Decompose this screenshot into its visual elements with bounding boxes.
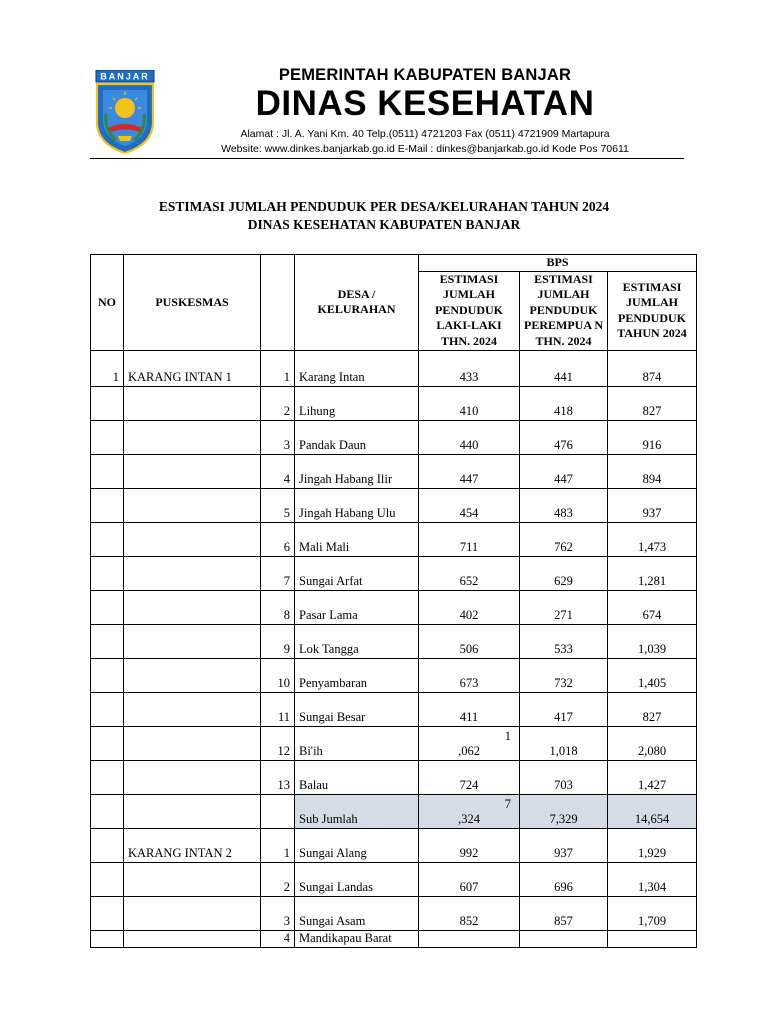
cell-village-number: 9 xyxy=(261,624,295,658)
cell-village-number: 8 xyxy=(261,590,295,624)
cell-puskesmas xyxy=(124,726,261,760)
cell-desa: Pandak Daun xyxy=(295,420,419,454)
cell-no: 1 xyxy=(91,350,124,386)
cell-female: 417 xyxy=(520,692,608,726)
cell-desa: Jingah Habang Ilir xyxy=(295,454,419,488)
cell-no xyxy=(91,624,124,658)
cell-puskesmas xyxy=(124,794,261,828)
header-desa: DESA / KELURAHAN xyxy=(295,255,419,351)
cell-village-number: 12 xyxy=(261,726,295,760)
cell-puskesmas xyxy=(124,624,261,658)
cell-total xyxy=(608,930,697,947)
table-row xyxy=(91,726,697,760)
cell-female: 629 xyxy=(520,556,608,590)
cell-desa: Pasar Lama xyxy=(295,590,419,624)
header-village-number xyxy=(261,255,295,351)
cell-no xyxy=(91,726,124,760)
cell-no xyxy=(91,590,124,624)
logo-text: BANJAR xyxy=(100,71,150,82)
cell-desa: Bi'ih xyxy=(295,726,419,760)
cell-village-number: 6 xyxy=(261,522,295,556)
cell-no xyxy=(91,522,124,556)
cell-village-number xyxy=(261,794,295,828)
cell-male-upper-digit: 1 xyxy=(504,728,511,743)
cell-village-number: 5 xyxy=(261,488,295,522)
cell-male-lower-value: ,324 xyxy=(458,811,480,826)
cell-female xyxy=(520,930,608,947)
cell-total: 1,304 xyxy=(608,862,697,896)
cell-puskesmas xyxy=(124,522,261,556)
cell-male xyxy=(419,794,520,828)
cell-no xyxy=(91,692,124,726)
cell-puskesmas xyxy=(124,488,261,522)
cell-male xyxy=(419,726,520,760)
cell-desa: Sungai Landas xyxy=(295,862,419,896)
cell-puskesmas xyxy=(124,590,261,624)
cell-female: 1,018 xyxy=(520,726,608,760)
cell-no xyxy=(91,760,124,794)
cell-desa: Jingah Habang Ulu xyxy=(295,488,419,522)
cell-desa: Lihung xyxy=(295,386,419,420)
cell-village-number: 4 xyxy=(261,454,295,488)
cell-puskesmas xyxy=(124,658,261,692)
cell-female: 476 xyxy=(520,420,608,454)
table-row xyxy=(91,624,697,658)
cell-no xyxy=(91,386,124,420)
cell-male: 506 xyxy=(419,624,520,658)
cell-male: 711 xyxy=(419,522,520,556)
letterhead xyxy=(0,0,768,160)
cell-village-number: 2 xyxy=(261,862,295,896)
cell-male xyxy=(419,930,520,947)
cell-male-upper-digit: 7 xyxy=(504,796,511,811)
cell-desa: Sungai Besar xyxy=(295,692,419,726)
cell-puskesmas xyxy=(124,556,261,590)
cell-total: 1,281 xyxy=(608,556,697,590)
cell-puskesmas xyxy=(124,386,261,420)
cell-total: 874 xyxy=(608,350,697,386)
cell-desa: Karang Intan xyxy=(295,350,419,386)
cell-female: 483 xyxy=(520,488,608,522)
cell-female: 271 xyxy=(520,590,608,624)
table-body xyxy=(91,350,697,947)
cell-male: 454 xyxy=(419,488,520,522)
cell-male: 410 xyxy=(419,386,520,420)
cell-village-number: 2 xyxy=(261,386,295,420)
cell-village-number: 1 xyxy=(261,828,295,862)
cell-no xyxy=(91,488,124,522)
address-line: Alamat : Jl. A. Yani Km. 40 Telp.(0511) 4721203 Fax (0511) 4721909 Martapura xyxy=(240,128,610,140)
cell-village-number: 11 xyxy=(261,692,295,726)
cell-no xyxy=(91,556,124,590)
header-total: ESTIMASI JUMLAH PENDUDUK TAHUN 2024 xyxy=(608,271,697,350)
cell-village-number: 13 xyxy=(261,760,295,794)
cell-no xyxy=(91,896,124,930)
cell-village-number: 4 xyxy=(261,930,295,947)
cell-puskesmas xyxy=(124,896,261,930)
cell-no xyxy=(91,930,124,947)
banjar-regency-logo xyxy=(94,70,156,154)
cell-puskesmas xyxy=(124,862,261,896)
cell-total: 916 xyxy=(608,420,697,454)
table-row xyxy=(91,760,697,794)
cell-male: 992 xyxy=(419,828,520,862)
cell-male: 652 xyxy=(419,556,520,590)
cell-no xyxy=(91,658,124,692)
document-title: ESTIMASI JUMLAH PENDUDUK PER DESA/KELURAHAN TAHUN 2024 xyxy=(158,199,610,214)
cell-male: 673 xyxy=(419,658,520,692)
cell-total: 827 xyxy=(608,386,697,420)
cell-male-lower-value: ,062 xyxy=(458,743,480,758)
header-female: ESTIMASI JUMLAH PENDUDUK PEREMPUA N THN. 2024 xyxy=(520,271,608,350)
cell-desa: Lok Tangga xyxy=(295,624,419,658)
cell-no xyxy=(91,420,124,454)
cell-puskesmas xyxy=(124,454,261,488)
table-row xyxy=(91,488,697,522)
cell-female: 732 xyxy=(520,658,608,692)
table-row xyxy=(91,454,697,488)
cell-desa: Mali Mali xyxy=(295,522,419,556)
cell-total: 827 xyxy=(608,692,697,726)
cell-desa: Sub Jumlah xyxy=(295,794,419,828)
header-male: ESTIMASI JUMLAH PENDUDUK LAKI-LAKI THN. 2024 xyxy=(419,271,520,350)
cell-female: 762 xyxy=(520,522,608,556)
cell-male: 440 xyxy=(419,420,520,454)
cell-village-number: 7 xyxy=(261,556,295,590)
cell-no xyxy=(91,794,124,828)
table-row xyxy=(91,828,697,862)
cell-total: 1,405 xyxy=(608,658,697,692)
table-row xyxy=(91,794,697,828)
header-puskesmas: PUSKESMAS xyxy=(124,255,261,351)
cell-male: 402 xyxy=(419,590,520,624)
cell-puskesmas xyxy=(124,692,261,726)
cell-village-number: 3 xyxy=(261,420,295,454)
cell-female: 441 xyxy=(520,350,608,386)
cell-total: 674 xyxy=(608,590,697,624)
table-row xyxy=(91,420,697,454)
cell-male: 607 xyxy=(419,862,520,896)
cell-desa: Sungai Asam xyxy=(295,896,419,930)
cell-desa: Sungai Arfat xyxy=(295,556,419,590)
cell-puskesmas: KARANG INTAN 1 xyxy=(124,350,261,386)
cell-male: 411 xyxy=(419,692,520,726)
cell-desa: Balau xyxy=(295,760,419,794)
cell-total: 1,039 xyxy=(608,624,697,658)
cell-female: 937 xyxy=(520,828,608,862)
cell-total: 14,654 xyxy=(608,794,697,828)
header-no: NO xyxy=(91,255,124,351)
cell-village-number: 1 xyxy=(261,350,295,386)
cell-puskesmas xyxy=(124,760,261,794)
table-row xyxy=(91,692,697,726)
cell-male-split xyxy=(423,797,515,827)
letterhead-divider xyxy=(90,158,684,159)
cell-female: 857 xyxy=(520,896,608,930)
cell-female: 447 xyxy=(520,454,608,488)
cell-male: 447 xyxy=(419,454,520,488)
cell-puskesmas: KARANG INTAN 2 xyxy=(124,828,261,862)
cell-female: 533 xyxy=(520,624,608,658)
cell-total: 1,427 xyxy=(608,760,697,794)
cell-female: 7,329 xyxy=(520,794,608,828)
government-name: PEMERINTAH KABUPATEN BANJAR xyxy=(278,66,572,84)
cell-village-number: 3 xyxy=(261,896,295,930)
cell-puskesmas xyxy=(124,420,261,454)
cell-puskesmas xyxy=(124,930,261,947)
cell-male-split xyxy=(423,729,515,759)
cell-male: 852 xyxy=(419,896,520,930)
cell-village-number: 10 xyxy=(261,658,295,692)
cell-total: 894 xyxy=(608,454,697,488)
cell-female: 418 xyxy=(520,386,608,420)
table-row xyxy=(91,386,697,420)
population-table xyxy=(90,254,697,948)
cell-male: 724 xyxy=(419,760,520,794)
table-row xyxy=(91,556,697,590)
cell-total: 1,929 xyxy=(608,828,697,862)
cell-male: 433 xyxy=(419,350,520,386)
cell-desa: Mandikapau Barat xyxy=(295,930,419,947)
cell-female: 696 xyxy=(520,862,608,896)
table-row xyxy=(91,658,697,692)
department-name: DINAS KESEHATAN xyxy=(255,84,595,123)
header-bps: BPS xyxy=(419,255,697,272)
table-row xyxy=(91,862,697,896)
cell-desa: Penyambaran xyxy=(295,658,419,692)
cell-no xyxy=(91,862,124,896)
cell-female: 703 xyxy=(520,760,608,794)
table-row xyxy=(91,522,697,556)
cell-desa: Sungai Alang xyxy=(295,828,419,862)
table-row xyxy=(91,930,697,947)
cell-total: 1,709 xyxy=(608,896,697,930)
cell-no xyxy=(91,828,124,862)
website-email-line: Website: www.dinkes.banjarkab.go.id E-Mail : dinkes@banjarkab.go.id Kode Pos 70611 xyxy=(221,143,629,155)
document-subtitle: DINAS KESEHATAN KABUPATEN BANJAR xyxy=(247,217,521,232)
cell-total: 2,080 xyxy=(608,726,697,760)
table-row xyxy=(91,896,697,930)
cell-total: 1,473 xyxy=(608,522,697,556)
table-row xyxy=(91,590,697,624)
cell-no xyxy=(91,454,124,488)
cell-total: 937 xyxy=(608,488,697,522)
table-row xyxy=(91,350,697,386)
